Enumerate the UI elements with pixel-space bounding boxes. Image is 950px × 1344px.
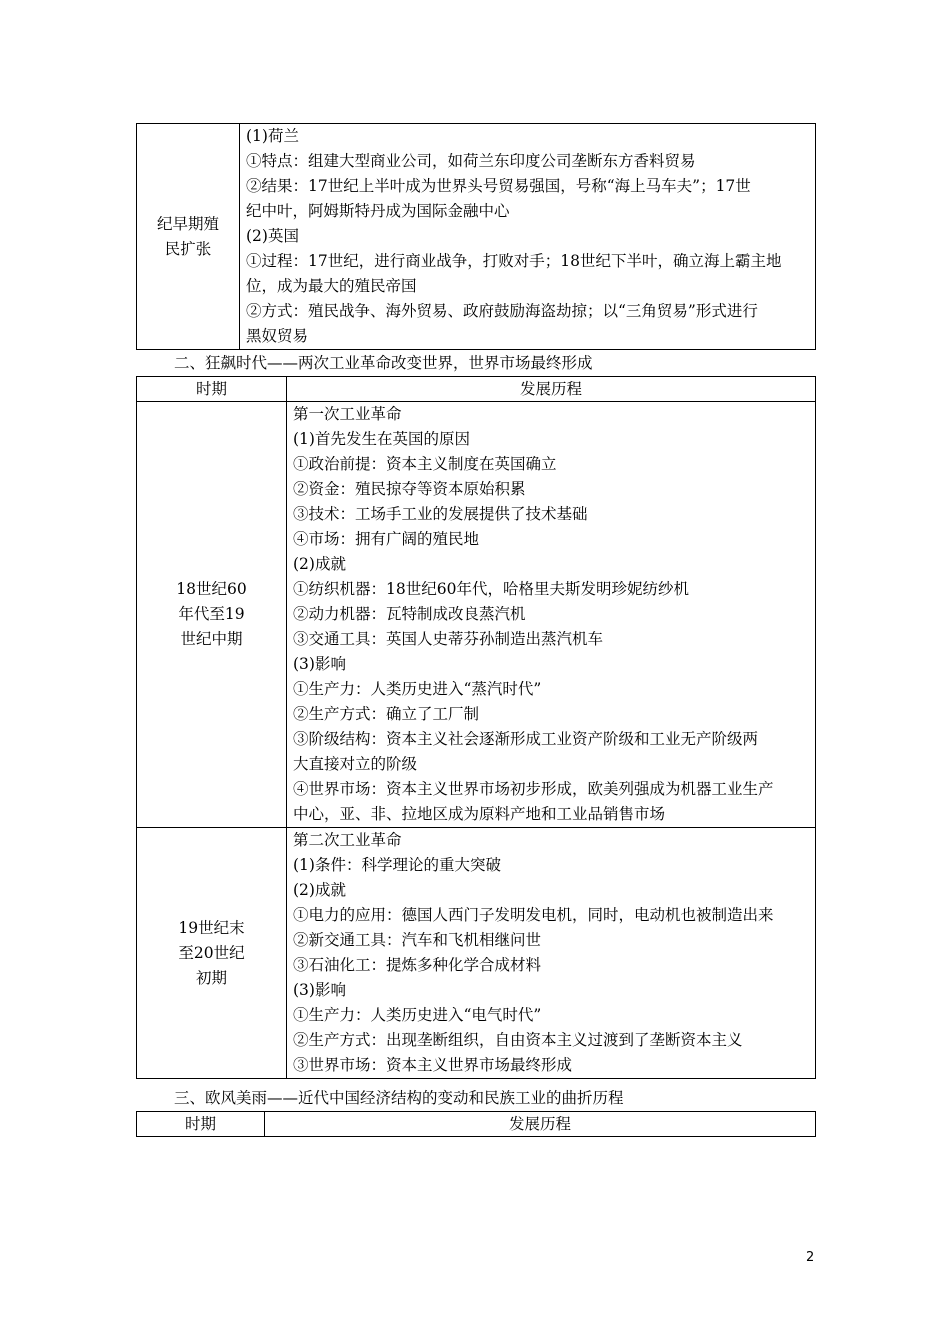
content-cell (240, 124, 816, 350)
content-line: 第二次工业革命 (293, 831, 402, 849)
content-line: ①电力的应用：德国人西门子发明发电机，同时，电动机也被制造出来 (293, 906, 774, 924)
content-line: 大直接对立的阶级 (293, 755, 418, 773)
content-line: (2)成就 (293, 881, 346, 899)
content-cell (287, 402, 816, 828)
table-row (137, 828, 816, 1079)
content-line: ③阶级结构：资本主义社会逐渐形成工业资产阶级和工业无产阶级两 (293, 730, 759, 748)
content-line: ①特点：组建大型商业公司，如荷兰东印度公司垄断东方香料贸易 (246, 152, 696, 170)
china-economy-table (136, 1111, 816, 1137)
content-line: 中心，亚、非、拉地区成为原料产地和工业品销售市场 (293, 805, 666, 823)
content-line: ③技术：工场手工业的发展提供了技术基础 (293, 505, 588, 523)
colonial-expansion-table (136, 123, 816, 350)
page-number: 2 (806, 1250, 815, 1265)
table-row (137, 124, 816, 350)
content-line: ②资金：殖民掠夺等资本原始积累 (293, 480, 526, 498)
content-line: 黑奴贸易 (246, 327, 309, 345)
table-row (137, 402, 816, 828)
content-line: (2)英国 (246, 227, 299, 245)
period-line: 初期 (195, 968, 227, 987)
column-header-content: 发展历程 (287, 377, 816, 402)
content-line: 纪中叶，阿姆斯特丹成为国际金融中心 (246, 202, 510, 220)
content-line: ②结果：17世纪上半叶成为世界头号贸易强国，号称“海上马车夫”；17世 (246, 177, 751, 195)
column-header-period: 时期 (137, 377, 287, 402)
period-line: 至20世纪 (178, 943, 245, 962)
content-line: ③交通工具：英国人史蒂芬孙制造出蒸汽机车 (293, 630, 604, 648)
content-line: (1)荷兰 (246, 127, 299, 145)
content-cell (287, 828, 816, 1079)
table-header-row (137, 377, 816, 402)
content-line: ④世界市场：资本主义世界市场初步形成，欧美列强成为机器工业生产 (293, 780, 774, 798)
content-line: ③石油化工：提炼多种化学合成材料 (293, 956, 542, 974)
table-header-row (137, 1112, 816, 1137)
section-heading: 三、欧风美雨——近代中国经济结构的变动和民族工业的曲折历程 (174, 1089, 624, 1107)
period-line: 年代至19 (178, 605, 245, 623)
content-line: ①生产力：人类历史进入“电气时代” (293, 1006, 542, 1024)
content-line: ①政治前提：资本主义制度在英国确立 (293, 455, 557, 473)
column-header-content: 发展历程 (265, 1112, 816, 1137)
content-line: (1)首先发生在英国的原因 (293, 430, 470, 448)
period-line: 纪早期殖 (156, 214, 219, 233)
content-line: ④市场：拥有广阔的殖民地 (293, 530, 480, 548)
period-line: 19世纪末 (178, 918, 245, 937)
content-line: ①生产力：人类历史进入“蒸汽时代” (293, 680, 542, 698)
content-line: (3)影响 (293, 655, 346, 673)
period-line: 民扩张 (164, 239, 212, 258)
period-line: 18世纪60 (176, 580, 247, 598)
column-header-period: 时期 (137, 1112, 265, 1137)
content-line: ③世界市场：资本主义世界市场最终形成 (293, 1056, 573, 1074)
period-line: 世纪中期 (180, 630, 243, 648)
period-cell (137, 828, 287, 1079)
content-line: ②方式：殖民战争、海外贸易、政府鼓励海盗劫掠；以“三角贸易”形式进行 (246, 302, 758, 320)
content-line: ①纺织机器：18世纪60年代，哈格里夫斯发明珍妮纺纱机 (293, 580, 689, 598)
content-line: (2)成就 (293, 555, 346, 573)
content-line: (1)条件：科学理论的重大突破 (293, 856, 501, 874)
content-line: ②生产方式：确立了工厂制 (293, 705, 480, 723)
industrial-revolution-table (136, 376, 816, 1079)
period-cell (137, 402, 287, 828)
content-line: 位，成为最大的殖民帝国 (246, 277, 417, 295)
period-cell (137, 124, 240, 350)
section-heading: 二、狂飙时代——两次工业革命改变世界，世界市场最终形成 (174, 354, 593, 372)
content-line: ②动力机器：瓦特制成改良蒸汽机 (293, 605, 526, 623)
content-line: ②生产方式：出现垄断组织，自由资本主义过渡到了垄断资本主义 (293, 1031, 743, 1049)
content-line: (3)影响 (293, 981, 346, 999)
content-line: ②新交通工具：汽车和飞机相继问世 (293, 931, 542, 949)
content-line: ①过程：17世纪，进行商业战争，打败对手；18世纪下半叶，确立海上霸主地 (246, 252, 782, 270)
content-line: 第一次工业革命 (293, 405, 402, 423)
